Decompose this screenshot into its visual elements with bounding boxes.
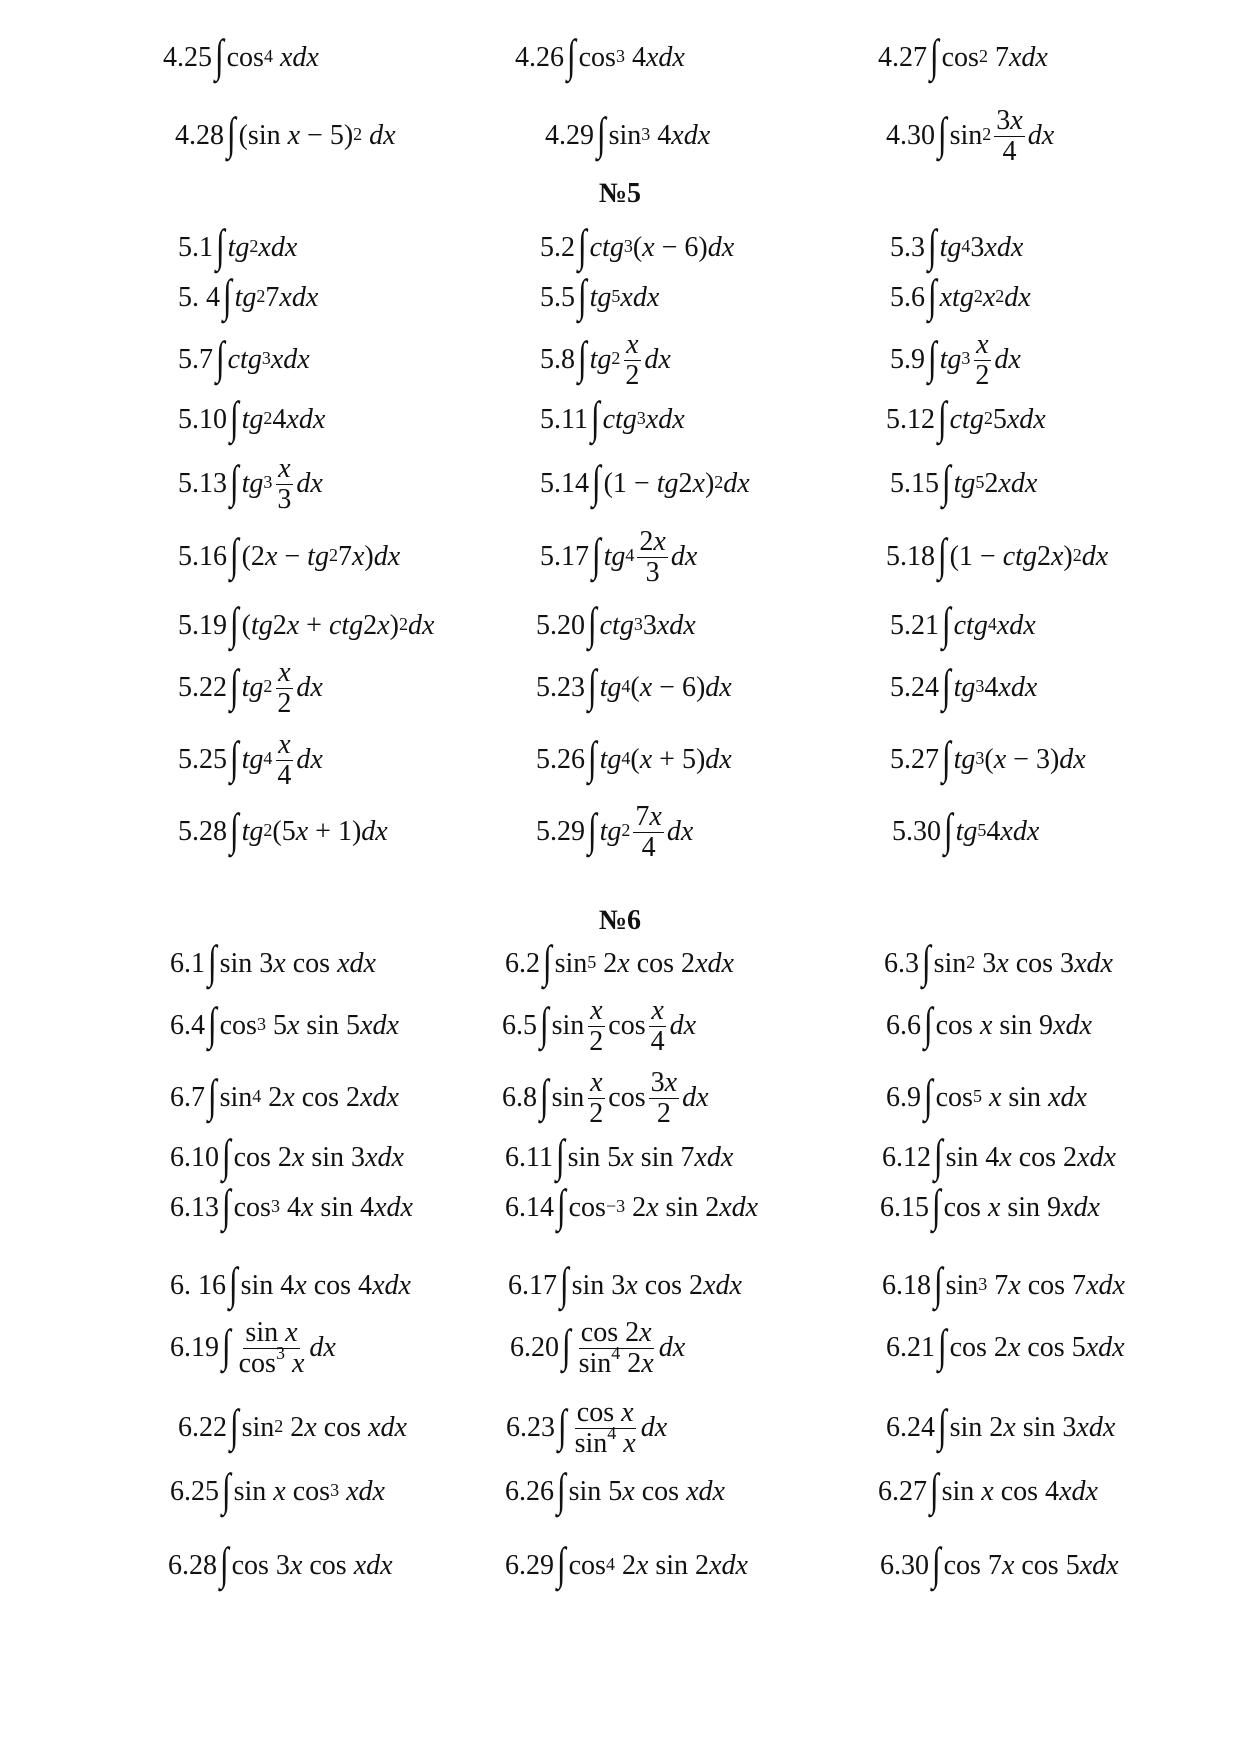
- problem-5-3: 5.3 ∫ tg $^4$ 3 xdx: [890, 220, 1024, 271]
- problem-5-21: 5.21 ∫ ctg $^4$ xdx: [890, 598, 1036, 649]
- problem-row: [0, 1178, 1240, 1238]
- problem-5-18: 5.18 ∫ (1 − ctg 2 x ) $^2$ dx: [886, 529, 1109, 580]
- problem-6-12: 6.12 ∫ sin 4 x cos 2 xdx: [882, 1130, 1116, 1181]
- problem-row: [0, 527, 1240, 587]
- problem-4-26: 4.26 ∫ cos $^3$ 4 xdx: [515, 30, 685, 81]
- problem-5-8: 5.8 ∫ tg $^2$ $\frac{x}{2}$ dx: [540, 329, 671, 391]
- problem-6-29: 6.29 ∫ cos $^4$ 2 x sin 2 xdx: [505, 1538, 748, 1589]
- problem-row: [0, 268, 1240, 328]
- problem-5-24: 5.24 ∫ tg $^3$ 4 xdx: [890, 660, 1038, 711]
- problem-6-22: 6.22 ∫ sin $^2$ 2 x cos xdx: [178, 1400, 407, 1451]
- problem-5-9: 5.9 ∫ tg $^3$ $\frac{x}{2}$ dx: [890, 329, 1021, 391]
- problem-4-27: 4.27 ∫ cos $^2$ 7 xdx: [878, 30, 1048, 81]
- problem-row: [0, 454, 1240, 514]
- problem-5-12: 5.12 ∫ ctg $^2$ 5 xdx: [886, 392, 1046, 443]
- problem-6-17: 6.17 ∫ sin 3 x cos 2 xdx: [508, 1258, 742, 1309]
- problem-6-21: 6.21 ∫ cos 2 x cos 5 xdx: [886, 1320, 1125, 1371]
- problem-6-13: 6.13 ∫ cos $^3$ 4 x sin 4 xdx: [170, 1180, 413, 1231]
- problem-6-19: 6.19 ∫ $\frac{\text{sin x}}{\cos^3 x}$ dx: [170, 1317, 336, 1379]
- problem-6-18: 6.18 ∫ sin $^3$ 7 x cos 7 xdx: [882, 1258, 1125, 1309]
- problem-6-2: 6.2 ∫ sin $^5$ 2 x cos 2 xdx: [505, 936, 734, 987]
- problem-6-10: 6.10 ∫ cos 2 x sin 3 xdx: [170, 1130, 404, 1181]
- problem-5-5: 5.5 ∫ tg $^5$ xdx: [540, 270, 660, 321]
- problem-row: [0, 1462, 1240, 1522]
- problem-5-17: 5.17 ∫ tg $^4$ $\frac{2x}{3}$ dx: [540, 526, 698, 588]
- problem-row: [0, 1318, 1240, 1378]
- problem-5-7: 5.7 ∫ ctg $^3$ xdx: [178, 332, 310, 383]
- problem-6-9: 6.9 ∫ cos $^5$ x sin xdx: [886, 1070, 1087, 1121]
- problem-5-6: 5.6 ∫ xtg $^2$ x $^2$ dx: [890, 270, 1031, 321]
- problem-row: [0, 730, 1240, 790]
- problem-5-25: 5.25 ∫ tg $^4$ $\frac{x}{4}$ dx: [178, 729, 323, 791]
- problem-6-6: 6.6 ∫ cos x sin 9 xdx: [886, 998, 1092, 1049]
- problem-row: [0, 996, 1240, 1056]
- problem-5-14: 5.14 ∫ (1 − tg 2 x ) $^2$ dx: [540, 456, 750, 507]
- problem-4-29: 4.29 ∫ sin $^3$ 4 xdx: [545, 108, 711, 159]
- problem-6-25: 6.25 ∫ sin x cos $^3$ xdx: [170, 1464, 385, 1515]
- problem-row: [0, 1256, 1240, 1316]
- problem-5-26: 5.26 ∫ tg $^4$ ( x + 5) dx: [536, 732, 732, 783]
- problem-row: [0, 1398, 1240, 1458]
- problem-5-29: 5.29 ∫ tg $^2$ $\frac{7x}{4}$ dx: [536, 801, 694, 863]
- problem-row: [0, 934, 1240, 994]
- problem-row: [0, 1068, 1240, 1128]
- problem-4-28: 4.28 ∫ (sin x − 5) $^2$ dx: [175, 108, 396, 159]
- problem-6-23: 6.23 ∫ $\frac{\text{cos x}}{\sin^4 x}$ dx: [506, 1397, 668, 1459]
- problem-5-11: 5.11 ∫ ctg $^3$ xdx: [540, 392, 685, 443]
- problem-5-23: 5.23 ∫ tg $^4$ ( x − 6) dx: [536, 660, 732, 711]
- problem-5-20: 5.20 ∫ ctg $^3$ 3 xdx: [536, 598, 696, 649]
- problem-row: [0, 106, 1240, 166]
- section-heading-5: №5: [598, 178, 642, 209]
- problem-4-30: 4.30 ∫ sin $^2$ $\frac{3x}{4}$ dx: [886, 105, 1055, 167]
- problem-5-1: 5.1 ∫ tg $^2$ xdx: [178, 220, 298, 271]
- problem-6-11: 6.11 ∫ sin 5 x sin 7 xdx: [505, 1130, 734, 1181]
- problem-6-24: 6.24 ∫ sin 2 x sin 3 xdx: [886, 1400, 1116, 1451]
- problem-6-3: 6.3 ∫ sin $^2$ 3 x cos 3 xdx: [884, 936, 1113, 987]
- problem-6-26: 6.26 ∫ sin 5 x cos xdx: [505, 1464, 725, 1515]
- problem-6-20: 6.20 ∫ $\frac{\cos 2x}{\sin^4 2x}$ dx: [510, 1317, 686, 1379]
- problem-6-15: 6.15 ∫ cos x sin 9 xdx: [880, 1180, 1100, 1231]
- problem-row: [0, 658, 1240, 718]
- problem-5-4: 5. 4 ∫ tg $^2$ 7 xdx: [178, 270, 319, 321]
- problem-5-28: 5.28 ∫ tg $^2$ (5 x + 1) dx: [178, 804, 388, 855]
- problem-6-1: 6.1 ∫ sin 3 x cos xdx: [170, 936, 376, 987]
- problem-6-4: 6.4 ∫ cos $^3$ 5 x sin 5 xdx: [170, 998, 399, 1049]
- problem-row: [0, 1536, 1240, 1596]
- problem-row: [0, 802, 1240, 862]
- problem-5-27: 5.27 ∫ tg $^3$ ( x − 3) dx: [890, 732, 1086, 783]
- problem-4-25: 4.25 ∫ cos $^4$ xdx: [163, 30, 319, 81]
- problem-6-16: 6. 16 ∫ sin 4 x cos 4 xdx: [170, 1258, 411, 1309]
- problem-6-7: 6.7 ∫ sin $^4$ 2 x cos 2 xdx: [170, 1070, 399, 1121]
- problem-5-13: 5.13 ∫ tg $^3$ $\frac{x}{3}$ dx: [178, 453, 323, 515]
- problem-6-14: 6.14 ∫ cos $^{-3}$ 2 x sin 2 xdx: [505, 1180, 759, 1231]
- problem-6-28: 6.28 ∫ cos 3 x cos xdx: [168, 1538, 393, 1589]
- problem-row: [0, 330, 1240, 390]
- problem-row: [0, 596, 1240, 656]
- problem-5-16: 5.16 ∫ (2 x − tg $^2$ 7 x ) dx: [178, 529, 401, 580]
- problem-5-10: 5.10 ∫ tg $^2$ 4 xdx: [178, 392, 326, 443]
- problem-row: [0, 390, 1240, 450]
- problem-5-2: 5.2 ∫ ctg $^3$ ( x − 6) dx: [540, 220, 735, 271]
- section-heading-6: №6: [598, 905, 642, 936]
- problem-5-19: 5.19 ∫ ( tg 2 x + ctg 2 x ) $^2$ dx: [178, 598, 435, 649]
- problem-5-30: 5.30 ∫ tg $^5$ 4 xdx: [892, 804, 1040, 855]
- problem-6-5: 6.5 ∫ sin $\frac{x}{2}$ cos $\frac{x}{4}$ dx: [502, 995, 697, 1057]
- problem-5-22: 5.22 ∫ tg $^2$ $\frac{x}{2}$ dx: [178, 657, 323, 719]
- problem-6-8: 6.8 ∫ sin $\frac{x}{2}$ cos $\frac{3x}{2}$ dx: [502, 1067, 709, 1129]
- problem-row: [0, 28, 1240, 88]
- problem-6-27: 6.27 ∫ sin x cos 4 xdx: [878, 1464, 1098, 1515]
- problem-5-15: 5.15 ∫ tg $^5$ 2 xdx: [890, 456, 1038, 507]
- problem-6-30: 6.30 ∫ cos 7 x cos 5 xdx: [880, 1538, 1119, 1589]
